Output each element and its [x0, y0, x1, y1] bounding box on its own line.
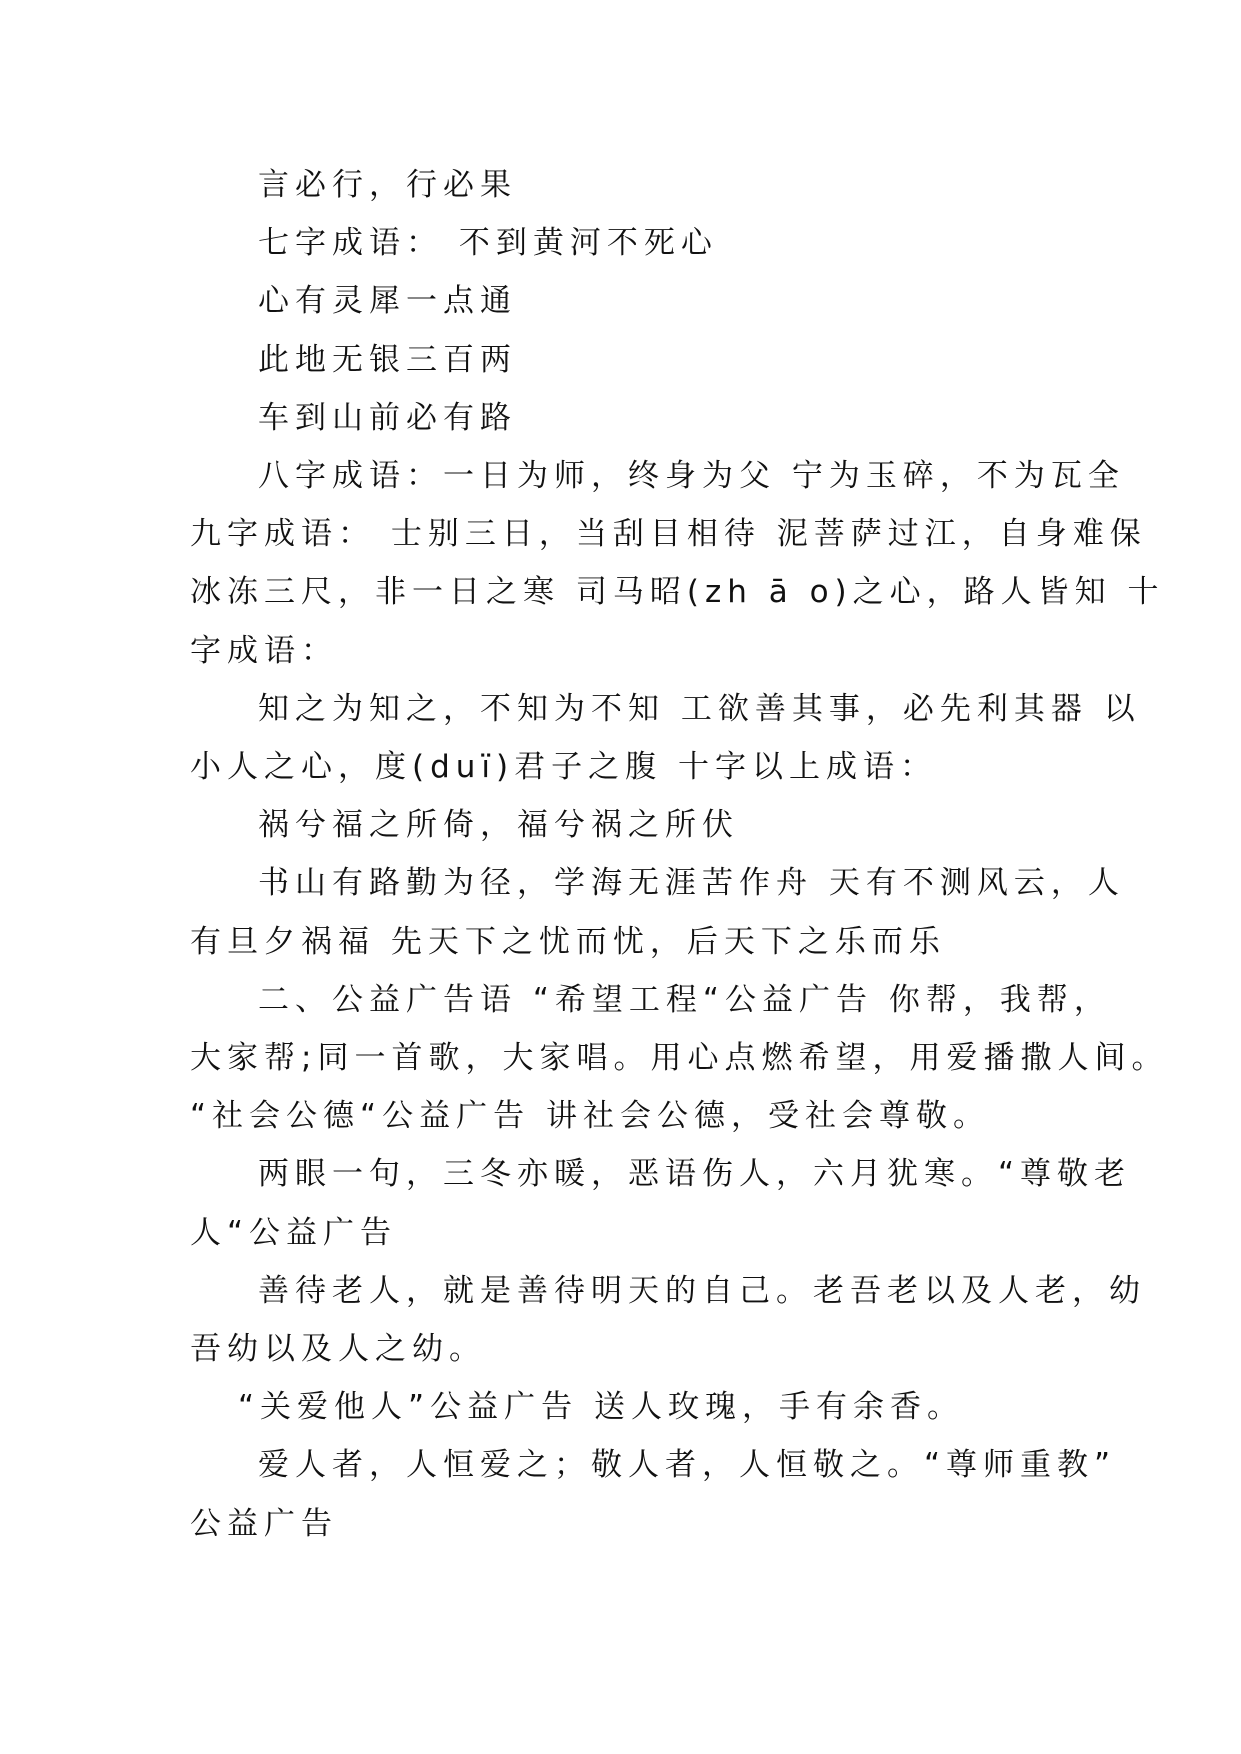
text-line: 公益广告: [190, 1505, 338, 1542]
text-line: “社会公德“公益广告 讲社会公德，受社会尊敬。: [190, 1098, 990, 1135]
text-line: 有旦夕祸福 先天下之忧而忧，后天下之乐而乐: [190, 923, 946, 960]
text-line: 七字成语： 不到黄河不死心: [258, 225, 718, 262]
text-line: 冰冻三尺，非一日之寒 司马昭(zh ā o)之心，路人皆知 十: [190, 574, 1165, 611]
text-line: 爱人者，人恒爱之；敬人者，人恒敬之。“尊师重教”: [258, 1447, 1117, 1484]
text-line: 车到山前必有路: [258, 399, 517, 436]
text-line: 善待老人，就是善待明天的自己。老吾老以及人老，幼: [258, 1272, 1146, 1309]
text-line: 字成语：: [190, 632, 338, 669]
document-body: [190, 156, 1169, 1553]
text-line: 人“公益广告: [190, 1214, 398, 1251]
text-line: 大家帮;同一首歌，大家唱。用心点燃希望，用爱播撒人间。: [190, 1040, 1169, 1077]
text-line: 吾幼以及人之幼。: [190, 1331, 486, 1368]
text-line: 八字成语：一日为师，终身为父 宁为玉碎，不为瓦全: [258, 458, 1125, 495]
text-line: 二、公益广告语 “希望工程“公益广告 你帮，我帮，: [258, 981, 1111, 1018]
text-line: 心有灵犀一点通: [258, 283, 517, 320]
text-line: 两眼一句，三冬亦暖，恶语伤人，六月犹寒。“尊敬老: [258, 1156, 1132, 1193]
text-line: 书山有路勤为径，学海无涯苦作舟 天有不测风云，人: [258, 865, 1125, 902]
text-line: 祸兮福之所倚，福兮祸之所伏: [258, 807, 739, 844]
text-line: 此地无银三百两: [258, 341, 517, 378]
text-line: “关爱他人”公益广告 送人玫瑰，手有余香。: [238, 1389, 964, 1426]
text-line: 知之为知之，不知为不知 工欲善其事，必先利其器 以: [258, 690, 1141, 727]
text-line: 九字成语： 士别三日，当刮目相待 泥菩萨过江，自身难保: [190, 516, 1147, 553]
text-line: 小人之心，度(duï)君子之腹 十字以上成语：: [190, 749, 937, 786]
text-line: 言必行，行必果: [258, 167, 517, 203]
